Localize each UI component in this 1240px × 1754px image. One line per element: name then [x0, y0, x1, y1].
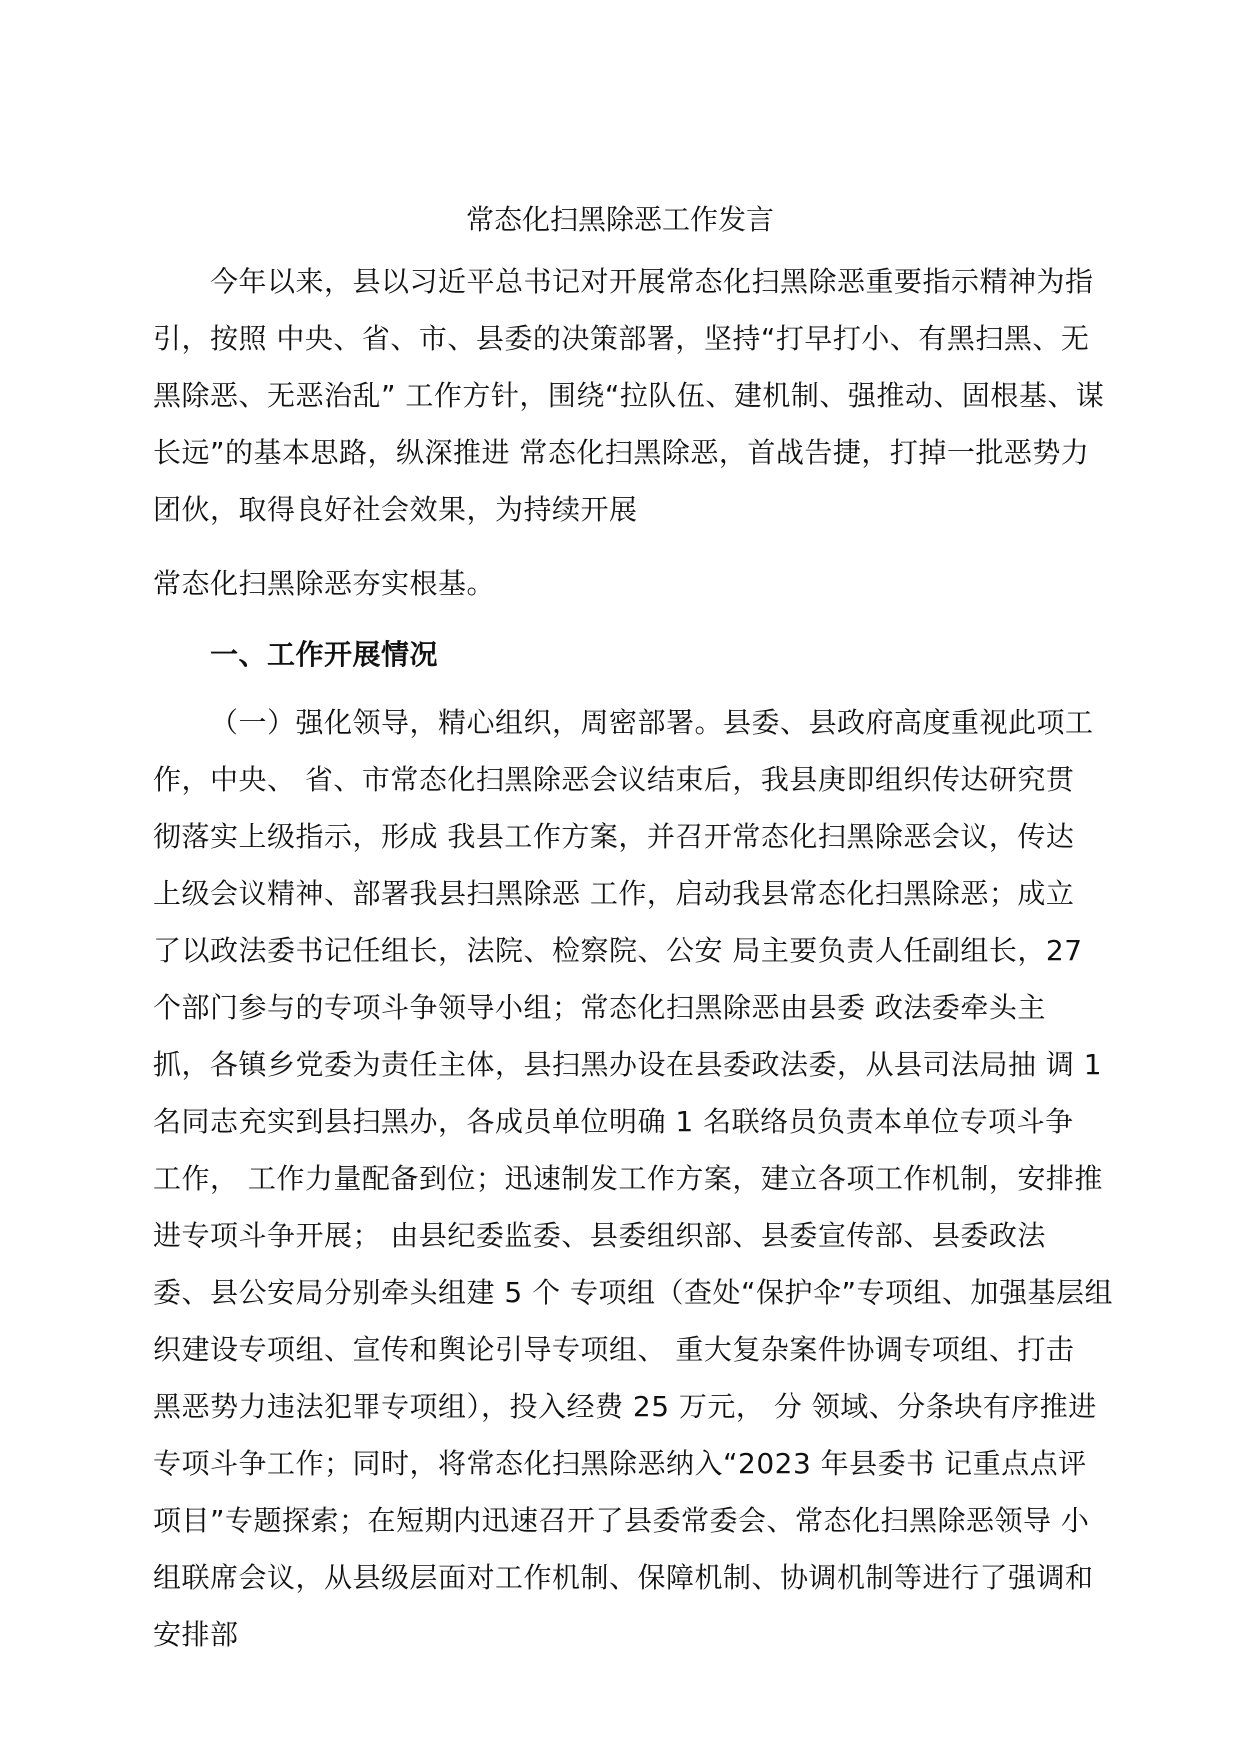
paragraph-line: 进专项斗争开展； 由县纪委监委、县委组织部、县委宣传部、县委政法 [153, 1219, 1046, 1252]
paragraph-line: 名同志充实到县扫黑办，各成员单位明确 1 名联络员负责本单位专项斗争 [153, 1105, 1074, 1138]
paragraph-line: 黑除恶、无恶治乱” 工作方针，围绕“拉队伍、建机制、强推动、固根基、谋 [153, 379, 1105, 412]
paragraph-line: 黑恶势力违法犯罪专项组），投入经费 25 万元， 分 领域、分条块有序推进 [153, 1390, 1097, 1423]
paragraph-line: 常态化扫黑除恶夯实根基。 [153, 567, 496, 600]
paragraph-line: （一）强化领导，精心组织，周密部署。县委、县政府高度重视此项工 [210, 706, 1094, 739]
paragraph-line: 引，按照 中央、省、市、县委的决策部署，坚持“打早打小、有黑扫黑、无 [153, 322, 1090, 355]
document-title: 常态化扫黑除恶工作发言 [465, 203, 774, 236]
paragraph-line: 上级会议精神、部署我县扫黑除恶 工作，启动我县常态化扫黑除恶；成立 [153, 877, 1075, 910]
paragraph-line: 抓，各镇乡党委为责任主体，县扫黑办设在县委政法委，从县司法局抽 调 1 [153, 1048, 1103, 1081]
paragraph-line: 项目”专题探索；在短期内迅速召开了县委常委会、常态化扫黑除恶领导 小 [153, 1504, 1090, 1537]
paragraph-line: 今年以来，县以习近平总书记对开展常态化扫黑除恶重要指示精神为指 [210, 265, 1094, 298]
paragraph-line: 工作， 工作力量配备到位；迅速制发工作方案，建立各项工作机制，安排推 [153, 1162, 1103, 1195]
paragraph-line: 组联席会议，从县级层面对工作机制、保障机制、协调机制等进行了强调和 [153, 1561, 1094, 1594]
paragraph-line: 专项斗争工作；同时，将常态化扫黑除恶纳入“2023 年县委书 记重点点评 [153, 1447, 1087, 1480]
paragraph-line: 了以政法委书记任组长，法院、检察院、公安 局主要负责人任副组长，27 [153, 934, 1083, 967]
paragraph-line: 个部门参与的专项斗争领导小组；常态化扫黑除恶由县委 政法委牵头主 [153, 991, 1046, 1024]
paragraph-line: 安排部 [153, 1618, 239, 1651]
paragraph-line: 长远”的基本思路，纵深推进 常态化扫黑除恶，首战告捷，打掉一批恶势力 [153, 436, 1090, 469]
paragraph-line: 织建设专项组、宣传和舆论引导专项组、 重大复杂案件协调专项组、打击 [153, 1333, 1075, 1366]
paragraph-line: 团伙，取得良好社会效果，为持续开展 [153, 493, 638, 526]
paragraph-line: 彻落实上级指示，形成 我县工作方案，并召开常态化扫黑除恶会议，传达 [153, 820, 1075, 853]
section-heading: 一、工作开展情况 [210, 638, 439, 671]
paragraph-line: 委、县公安局分别牵头组建 5 个 专项组（查处“保护伞”专项组、加强基层组 [153, 1276, 1114, 1309]
paragraph-line: 作，中央、 省、市常态化扫黑除恶会议结束后，我县庚即组织传达研究贯 [153, 763, 1075, 796]
